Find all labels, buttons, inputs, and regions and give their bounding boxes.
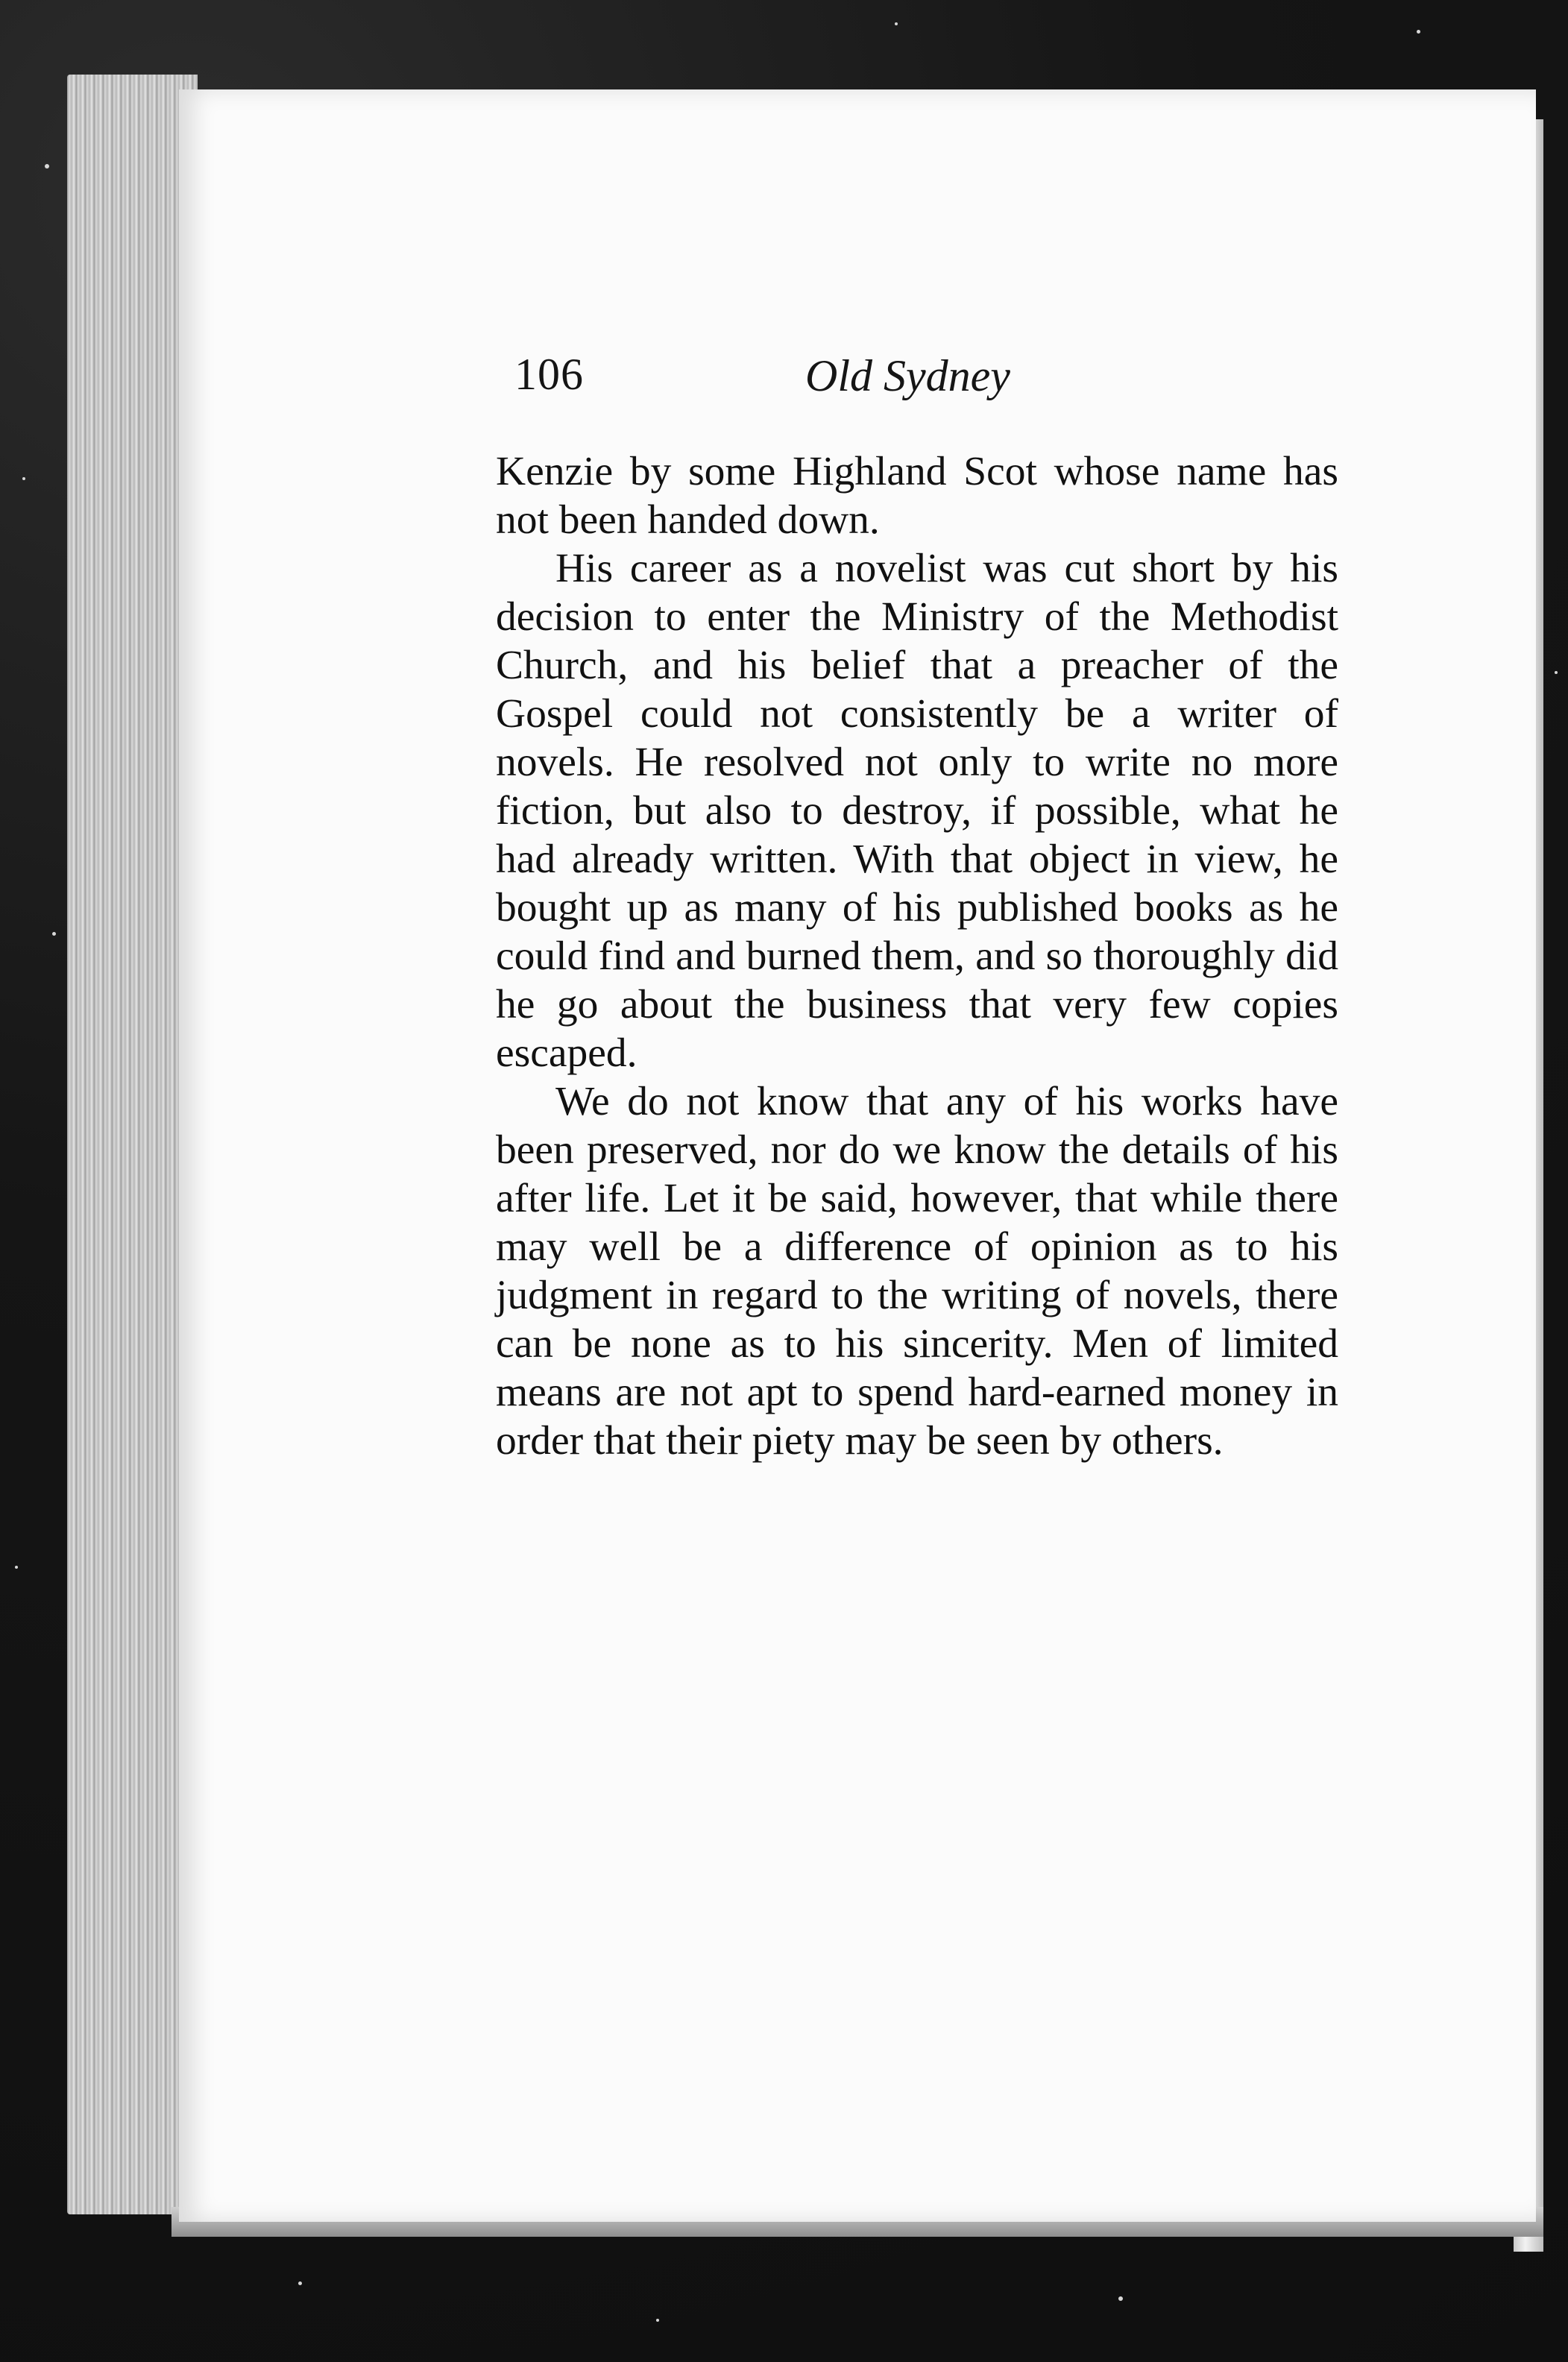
page-header	[514, 349, 1357, 409]
dust-speck	[1417, 30, 1420, 34]
dust-speck	[22, 477, 25, 480]
dust-speck	[895, 22, 898, 25]
dust-speck	[1118, 2296, 1123, 2301]
dust-speck	[52, 932, 56, 936]
page-stack-edges	[67, 75, 198, 2214]
paragraph-continuation: Kenzie by some Highland Scot whose name has not been handed down.	[496, 449, 1338, 543]
dust-speck	[1555, 671, 1558, 674]
page-number: 106	[514, 350, 584, 399]
dust-speck	[45, 164, 49, 169]
dust-speck	[656, 2319, 659, 2322]
paragraph-sincerity: We do not know that any of his works have been preserved, nor do we know the details of his after life. Let it be said, however, that while there may well be a difference of opinion as to his judgment in regard to the writing of novels, there can be none as to his sincerity. Men of limited means are not apt to spend hard-earned money in order that their piety may be seen by others.	[496, 1079, 1338, 1464]
dust-speck	[15, 1566, 18, 1569]
running-title: Old Sydney	[805, 351, 1010, 400]
paragraph-novelist-career: His career as a novelist was cut short by his decision to enter the Ministry of the Methodist Church, and his belief that a preacher of the Gospel could not consistently be a writer of novels. He resolved not only to write no more fiction, but also to destroy, if possible, what he had already written. With that object in view, he bought up as many of his published books as he could find and burned them, and so thoroughly did he go about the business that very few copies escaped.	[496, 546, 1338, 1076]
dust-speck	[298, 2281, 302, 2285]
body-text	[496, 447, 1338, 1465]
